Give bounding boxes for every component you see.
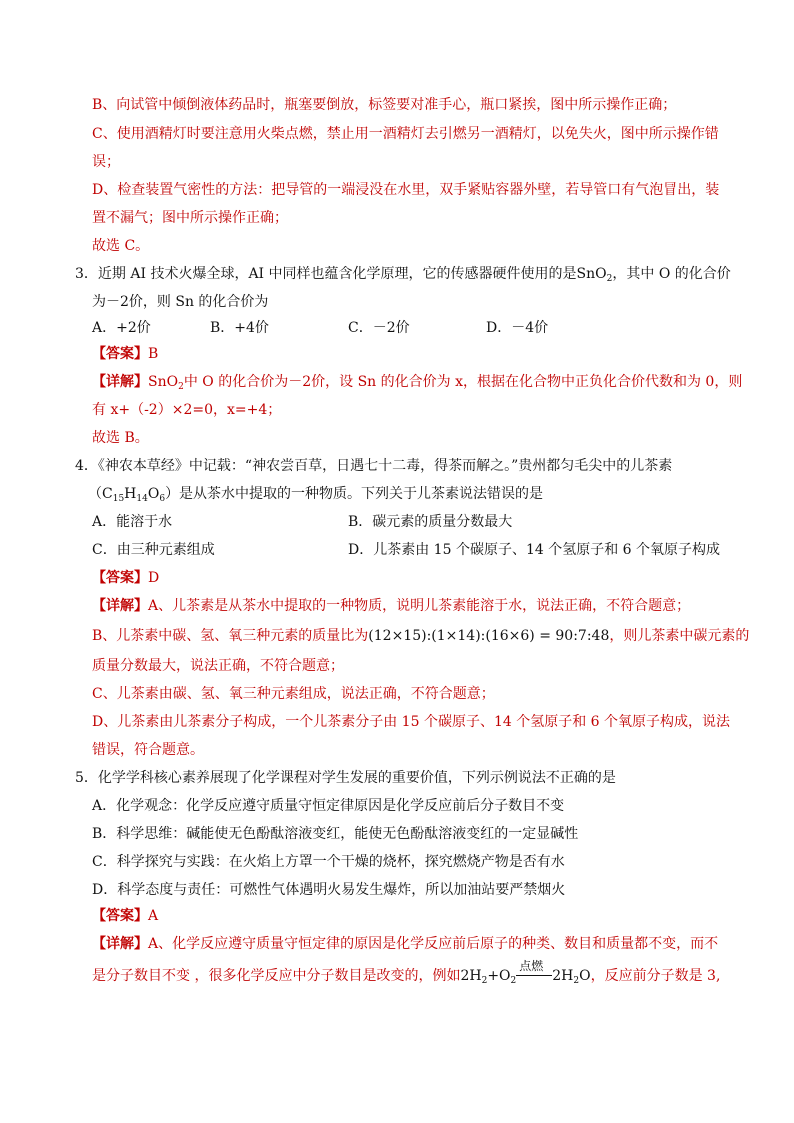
q3-answer	[92, 344, 158, 364]
q2-option-c-analysis-line2: 误；	[92, 154, 120, 170]
q4-detail-a	[92, 596, 690, 616]
q5-eq-right: 2H	[552, 968, 574, 984]
q5-detail-line1	[92, 934, 718, 954]
q5-option-d: D．科学态度与责任：可燃性气体遇明火易发生爆炸，所以加油站要严禁烟火	[92, 882, 566, 898]
q3-formula-sub: 2	[606, 274, 613, 284]
q5-option-b: B．科学思维：碱能使无色酚酞溶液变红，能使无色酚酞溶液变红的一定显碱性	[92, 826, 579, 842]
q5-eq-o: O	[579, 968, 591, 984]
q2-option-c-analysis-line1: C、使用酒精灯时要注意用火柴点燃，禁止用一酒精灯去引燃另一酒精灯，以免失火，图中所示操作错	[92, 126, 719, 142]
q3-option-d: D．－4价	[486, 320, 549, 336]
q3-detail-text: 中 O 的化合价为－2价，设 Sn 的化合价为 x，根据在化合物中正负化合价代数和为 0，则	[183, 374, 743, 390]
q4-stem-line1: 4．《神农本草经》中记载：“神农尝百草，日遇七十二毒，得茶而解之。”贵州都匀毛尖中的儿茶素	[75, 458, 673, 474]
q3-formula-sno2	[577, 264, 613, 284]
q5-detail-line2-text: 是分子数目不变 ，很多化学反应中分子数目是改变的，例如	[92, 968, 461, 984]
q4-option-b: B．碳元素的质量分数最大	[348, 514, 513, 530]
q2-option-d-analysis-line1: D、检查装置气密性的方法：把导管的一端浸没在水里，双手紧贴容器外壁，若导管口有气泡冒出，装	[92, 182, 720, 198]
q3-option-c: C．－2价	[348, 320, 410, 336]
q3-detail-formula: SnO	[148, 374, 179, 390]
q5-eq-left: 2H	[460, 968, 482, 984]
q5-detail-line2-end: ，反应前分子数是 3,	[590, 968, 721, 984]
q5-answer-value: A	[148, 908, 159, 924]
q5-answer-label: 【答案】	[92, 908, 148, 924]
q5-detail-text: A、化学反应遵守质量守恒定律的原因是化学反应前后原子的种类、数目和质量都不变，而不	[148, 936, 719, 952]
q5-equation	[460, 959, 591, 986]
q4-answer	[92, 568, 159, 588]
q5-stem: 5．化学学科核心素养展现了化学课程对学生发展的重要价值，下列示例说法不正确的是	[75, 770, 616, 786]
q5-eq-plus: +O	[487, 968, 511, 984]
q4-formula-h: H	[124, 486, 137, 502]
q5-option-c: C．科学探究与实践：在火焰上方罩一个干燥的烧杯，探究燃烧产物是否有水	[92, 854, 565, 870]
q3-detail-formula-sub: 2	[178, 382, 184, 392]
q3-choose: 故选 B。	[92, 430, 149, 446]
q4-option-d: D．儿茶素由 15 个碳原子、14 个氢原子和 6 个氧原子构成	[348, 542, 721, 558]
q4-detail-d-line2: 错误，符合题意。	[92, 742, 204, 758]
q5-answer	[92, 906, 158, 926]
q4-detail-b-end: ，则儿茶素中碳元素的	[609, 628, 750, 644]
q3-formula-main: SnO	[576, 266, 607, 282]
q4-detail-b-text: B、儿茶素中碳、氢、氧三种元素的质量比为	[92, 628, 369, 644]
q4-formula-o: O	[147, 486, 160, 502]
q4-detail-b-line1	[92, 626, 749, 646]
q5-option-a: A．化学观念：化学反应遵守质量守恒定律原因是化学反应前后分子数目不变	[92, 798, 565, 814]
q4-option-a: A．能溶于水	[92, 514, 173, 530]
q3-stem-line1	[75, 264, 731, 284]
q3-answer-label: 【答案】	[92, 346, 148, 362]
q3-stem-text: 3．近期 AI 技术火爆全球，AI 中同样也蕴含化学原理，它的传感器硬件使用的是	[75, 266, 577, 282]
q3-answer-value: B	[148, 346, 159, 362]
q5-detail-line2	[92, 959, 721, 986]
q4-formula-c: （C	[88, 486, 113, 502]
q4-detail-c: C、儿茶素由碳、氢、氧三种元素组成，说法正确，不符合题意；	[92, 686, 495, 702]
q4-formula-o-sub: 6	[159, 494, 166, 504]
q4-option-c: C．由三种元素组成	[92, 542, 215, 558]
q4-formula-c-sub: 15	[112, 494, 125, 504]
q4-stem-text: ）是从茶水中提取的一种物质。下列关于儿茶素说法错误的是	[165, 486, 544, 502]
q5-detail-label: 【详解】	[92, 936, 148, 952]
q4-mass-ratio: (12×15):(1×14):(16×6) = 90:7:48	[368, 628, 610, 644]
q5-eq-sub1: 2	[481, 976, 488, 986]
q5-eq-bar	[516, 975, 552, 976]
q3-detail-line1	[92, 372, 742, 392]
q3-option-b: B．+4价	[210, 320, 269, 336]
q5-eq-sub3: 2	[573, 976, 580, 986]
q4-answer-label: 【答案】	[92, 570, 148, 586]
q3-stem-line2: 为－2价，则 Sn 的化合价为	[92, 294, 269, 310]
q2-option-b-analysis: B、向试管中倾倒液体药品时，瓶塞要倒放，标签要对准手心，瓶口紧挨，图中所示操作正确；	[92, 97, 677, 113]
q5-eq-arrow	[516, 959, 552, 986]
q3-detail-label: 【详解】	[92, 374, 148, 390]
q3-option-a: A．+2价	[92, 320, 151, 336]
q5-eq-condition: 点燃	[519, 959, 544, 973]
q2-choose: 故选 C。	[92, 238, 150, 254]
q4-stem-line2	[88, 484, 543, 504]
q3-stem-end: ，其中 O 的化合价	[612, 266, 731, 282]
q4-answer-value: D	[148, 570, 160, 586]
q2-option-d-analysis-line2: 置不漏气；图中所示操作正确；	[92, 210, 288, 226]
q4-detail-b-line2: 质量分数最大，说法正确，不符合题意；	[92, 658, 344, 674]
q4-detail-label: 【详解】	[92, 598, 148, 614]
q4-formula-h-sub: 14	[136, 494, 148, 504]
q4-detail-d-line1: D、儿茶素由儿茶素分子构成，一个儿茶素分子由 15 个碳原子、14 个氢原子和 6 个氧原子构成，说法	[92, 714, 731, 730]
q3-detail-line2: 有 x+（-2）×2=0，x=+4；	[92, 402, 282, 418]
q4-detail-a-text: A、儿茶素是从茶水中提取的一种物质，说明儿茶素能溶于水，说法正确，不符合题意；	[148, 598, 691, 614]
q5-eq-sub2: 2	[510, 976, 517, 986]
